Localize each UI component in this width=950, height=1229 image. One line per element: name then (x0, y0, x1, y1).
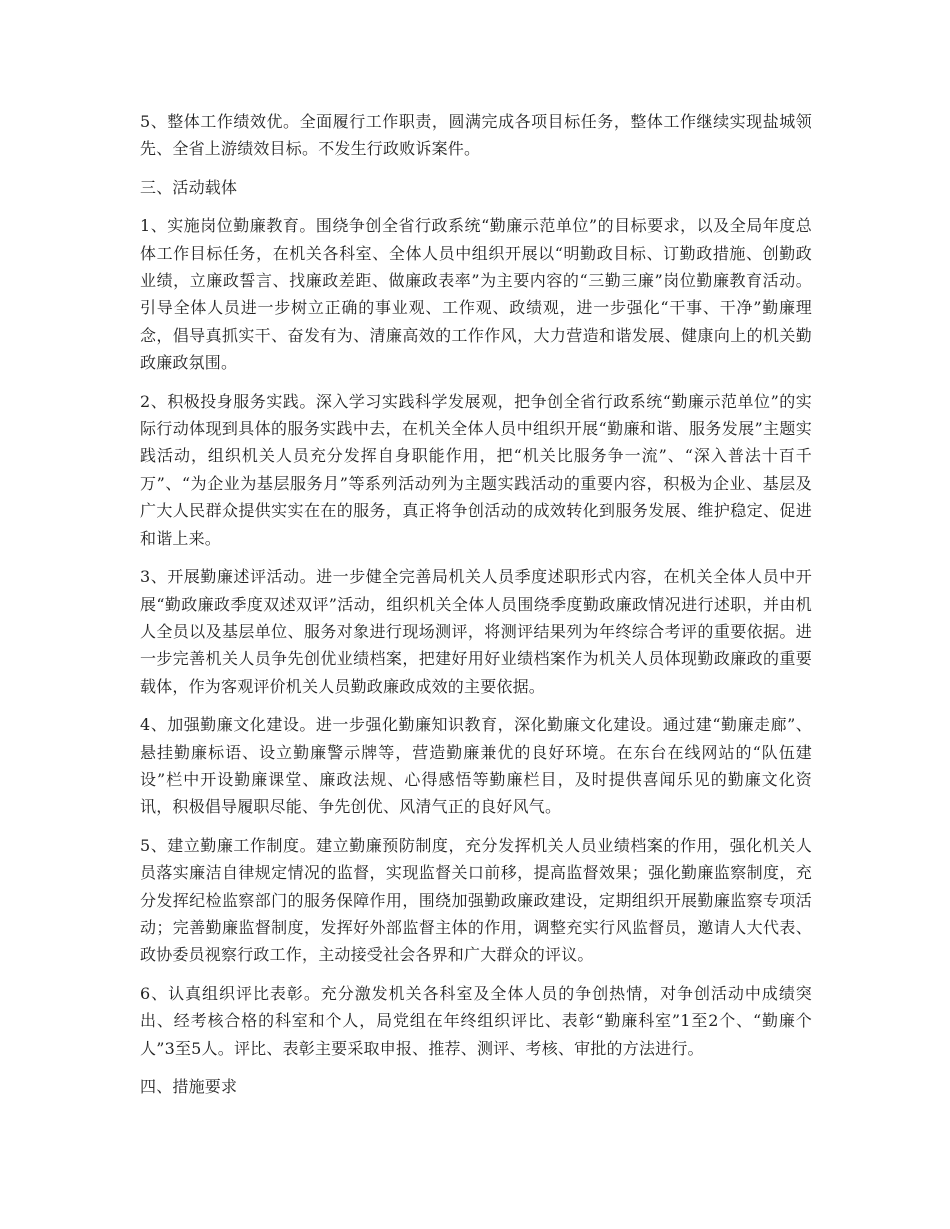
paragraph-item-6: 6、认真组织评比表彰。充分激发机关各科室及全体人员的争创热情，对争创活动中成绩突出、经考核合格的科室和个人，局党组在年终组织评比、表彰“勤廉科室”1至2个、“勤廉个人”3至5人。评比、表彰主要采取申报、推荐、测评、考核、审批的方法进行。 (140, 983, 812, 1058)
section-heading-measures: 四、措施要求 (140, 1077, 238, 1096)
paragraph-item-5: 5、建立勤廉工作制度。建立勤廉预防制度，充分发挥机关人员业绩档案的作用，强化机关人员落实廉洁自律规定情况的监督，实现监督关口前移，提高监督效果；强化勤廉监察制度，充分发挥纪检监察部门的服务保障作用，围绕加强勤政廉政建设，定期组织开展勤廉监察专项活动；完善勤廉监督制度，发挥好外部监督主体的作用，调整充实行风监督员，邀请人大代表、政协委员视察行政工作，主动接受社会各界和广大群众的评议。 (140, 835, 812, 965)
paragraph-goal-5: 5、整体工作绩效优。全面履行工作职责，圆满完成各项目标任务，整体工作继续实现盐城领先、全省上游绩效目标。不发生行政败诉案件。 (140, 112, 812, 159)
paragraph-item-4: 4、加强勤廉文化建设。进一步强化勤廉知识教育，深化勤廉文化建设。通过建“勤廉走廊”、悬挂勤廉标语、设立勤廉警示牌等，营造勤廉兼优的良好环境。在东台在线网站的“队伍建设”栏中开设勤廉课堂、廉政法规、心得感悟等勤廉栏目，及时提供喜闻乐见的勤廉文化资讯，积极倡导履职尽能、争先创优、风清气正的良好风气。 (140, 715, 812, 817)
section-heading-activity-carriers: 三、活动载体 (140, 177, 238, 197)
document-page (140, 108, 812, 1111)
paragraph-item-1: 1、实施岗位勤廉教育。围绕争创全省行政系统“勤廉示范单位”的目标要求，以及全局年度总体工作目标任务，在机关各科室、全体人员中组织开展以“明勤政目标、订勤政措施、创勤政业绩，立廉政誓言、找廉政差距、做廉政表率”为主要内容的“三勤三廉”岗位勤廉教育活动。引导全体人员进一步树立正确的事业观、工作观、政绩观，进一步强化“干事、干净”勤廉理念，倡导真抓实干、奋发有为、清廉高效的工作作风，大力营造和谐发展、健康向上的机关勤政廉政氛围。 (140, 216, 812, 373)
paragraph-item-3: 3、开展勤廉述评活动。进一步健全完善局机关人员季度述职形式内容，在机关全体人员中开展“勤政廉政季度双述双评”活动，组织机关全体人员围绕季度勤政廉政情况进行述职，并由机人全员以及基层单位、服务对象进行现场测评，将测评结果列为年终综合考评的重要依据。进一步完善机关人员争先创优业绩档案，把建好用好业绩档案作为机关人员体现勤政廉政的重要载体，作为客观评价机关人员勤政廉政成效的主要依据。 (140, 567, 812, 696)
paragraph-item-2: 2、积极投身服务实践。深入学习实践科学发展观，把争创全省行政系统“勤廉示范单位”的实际行动体现到具体的服务实践中去，在机关全体人员中组织开展“勤廉和谐、服务发展”主题实践活动，组织机关人员充分发挥自身职能作用，把“机关比服务争一流”、“深入普法十百千万”、“为企业为基层服务月”等系列活动列为主题实践活动的重要内容，积极为企业、基层及广大人民群众提供实实在在的服务，真正将争创活动的成效转化到服务发展、维护稳定、促进和谐上来。 (140, 391, 812, 548)
